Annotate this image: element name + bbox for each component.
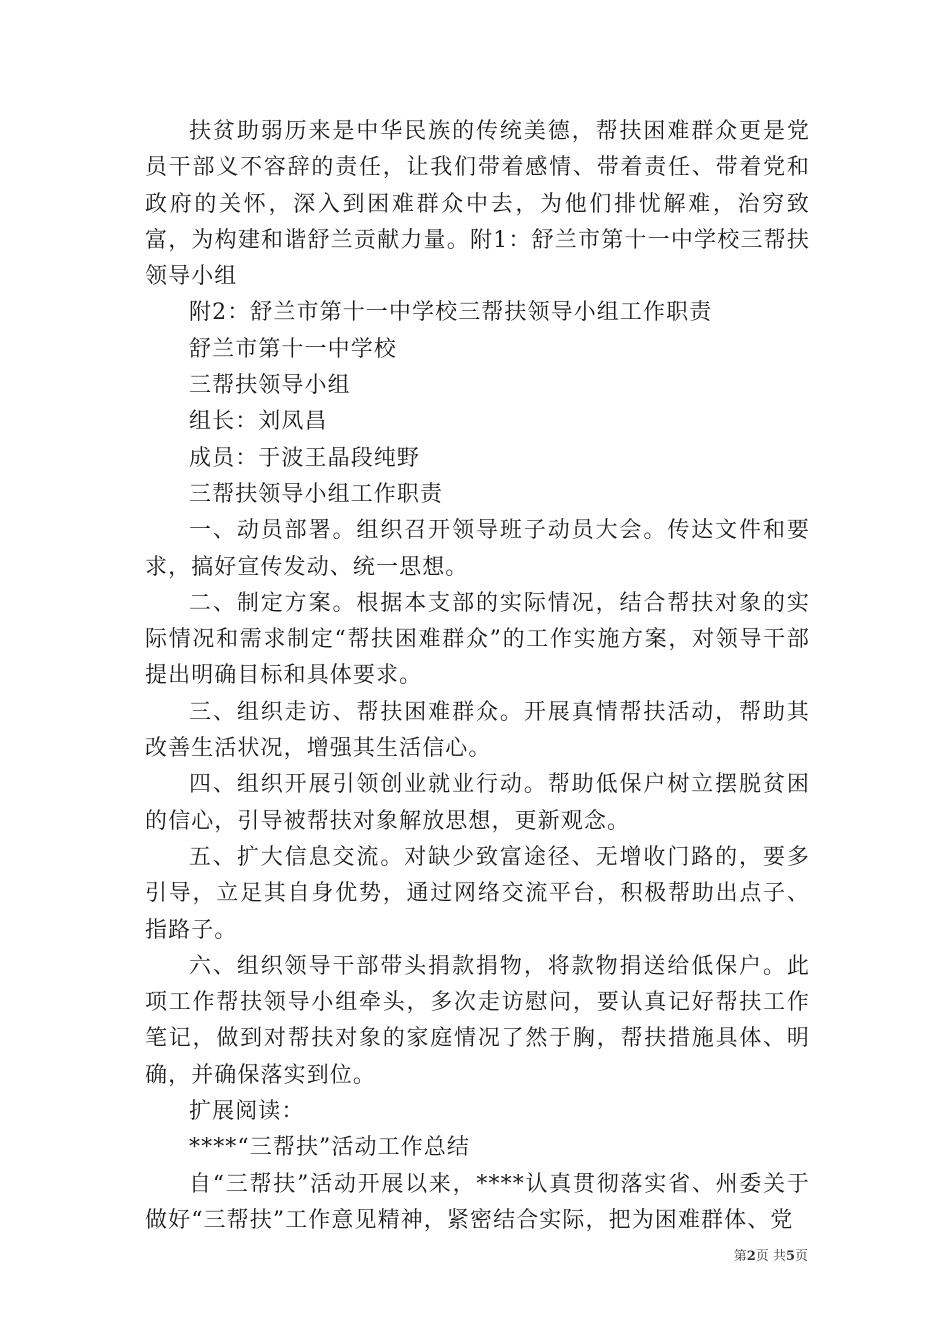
paragraph-duty-1: 一、动员部署。组织召开领导班子动员大会。传达文件和要求，搞好宣传发动、统一思想。 [145, 518, 810, 580]
paragraph-duty-4: 四、组织开展引领创业就业行动。帮助低保户树立摆脱贫困的信心，引导被帮扶对象解放思想，更新观念。 [145, 772, 810, 834]
paragraph-school-name: 舒兰市第十一中学校 [189, 336, 397, 362]
paragraph-attachment-2: 附2：舒兰市第十一中学校三帮扶领导小组工作职责 [189, 300, 713, 326]
paragraph-group-leader: 组长：刘凤昌 [189, 409, 328, 435]
document-body [145, 114, 810, 1239]
paragraph-duty-5: 五、扩大信息交流。对缺少致富途径、无增收门路的，要多引导，立足其自身优势，通过网络交流平台，积极帮助出点子、指路子。 [145, 844, 810, 943]
footer-current-page: 2 [746, 1249, 756, 1264]
footer-prefix: 第 [733, 1249, 747, 1264]
footer-middle: 页 共 [755, 1249, 786, 1264]
paragraph-summary-title: ****“三帮扶”活动工作总结 [189, 1135, 470, 1161]
paragraph-intro: 扶贫助弱历来是中华民族的传统美德，帮扶困难群众更是党员干部义不容辞的责任，让我们带着感情、带着责任、带着党和政府的关怀，深入到困难群众中去，为他们排忧解难，治穷致富，为构建和谐舒兰贡献力量。附1：舒兰市第十一中学校三帮扶领导小组 [145, 119, 810, 290]
paragraph-duty-6: 六、组织领导干部带头捐款捐物，将款物捐送给低保户。此项工作帮扶领导小组牵头，多次走访慰问，要认真记好帮扶工作笔记，做到对帮扶对象的家庭情况了然于胸，帮扶措施具体、明确，并确保落实到位。 [145, 953, 810, 1088]
paragraph-duty-3: 三、组织走访、帮扶困难群众。开展真情帮扶活动，帮助其改善生活状况，增强其生活信心。 [145, 699, 810, 762]
footer-total-pages: 5 [785, 1249, 795, 1264]
paragraph-duties-title: 三帮扶领导小组工作职责 [189, 481, 444, 507]
paragraph-summary-body: 自“三帮扶”活动开展以来，****认真贯彻落实省、州委关于做好“三帮扶”工作意见精神，紧密结合实际，把为困难群体、党 [145, 1171, 810, 1233]
page-number-footer [0, 1245, 808, 1264]
paragraph-extended-reading: 扩展阅读： [189, 1099, 305, 1125]
paragraph-group-title: 三帮扶领导小组 [189, 373, 351, 399]
paragraph-duty-2: 二、制定方案。根据本支部的实际情况，结合帮扶对象的实际情况和需求制定“帮扶困难群众”的工作实施方案，对领导干部提出明确目标和具体要求。 [145, 590, 810, 689]
paragraph-group-members: 成员：于波王晶段纯野 [189, 445, 421, 471]
footer-suffix: 页 [794, 1249, 808, 1264]
